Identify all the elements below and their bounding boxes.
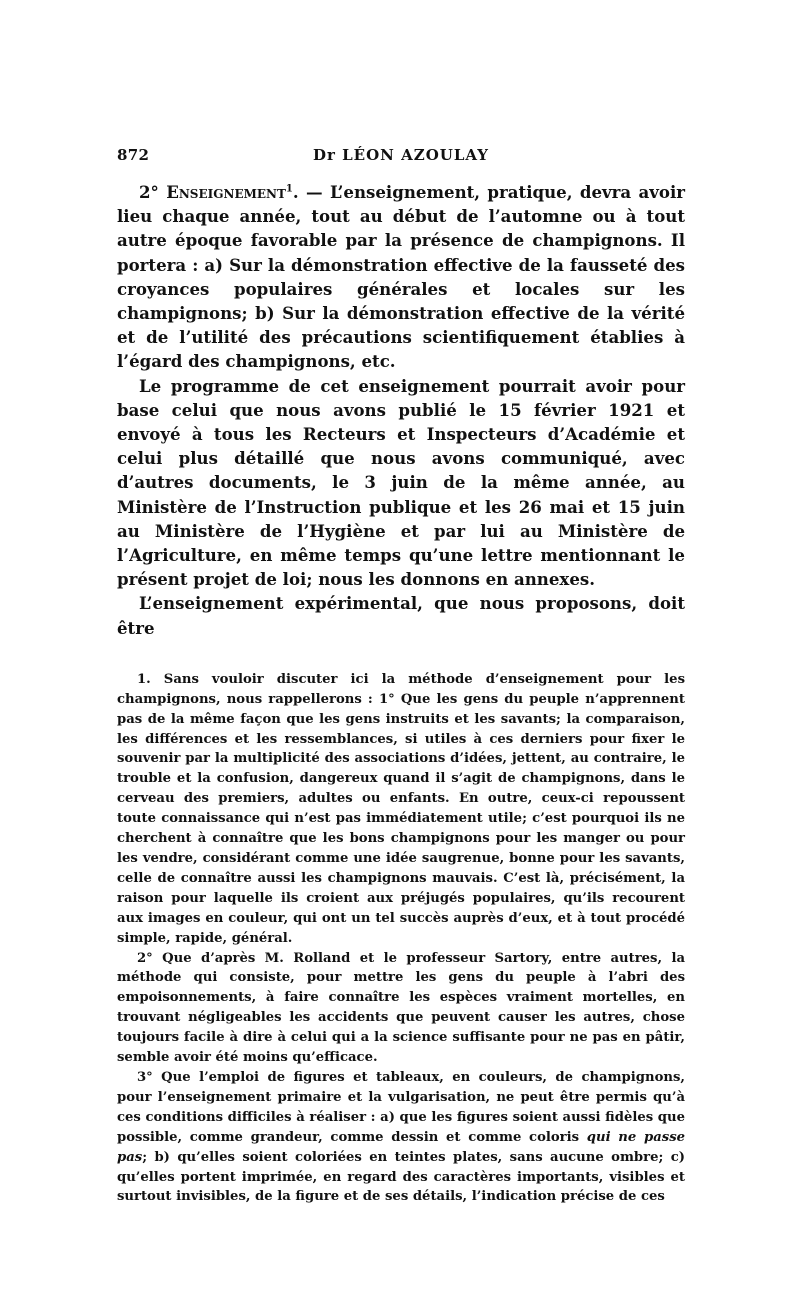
footnote-point-2: 2° Que d’après M. Rolland et le professeur Sartory, entre autres, la méthode qui consiste, pour mettre les gens du peuple à l’abri des empoisonnements, à faire connaître les espèces vraiment mortelles, en trouvant négligeables les accidents que peuvent causer les autres, chose toujours facile à dire à celui qui a la science suffisante pour ne pas en pâtir, semble avoir été moins qu’efficace. bbox=[117, 950, 685, 1066]
paragraph-text: . — L’enseignement, pratique, devra avoir lieu chaque année, tout au début de l’automne ou à tout autre époque favorable par la présence de champignons. Il portera : a) Sur la démonstration effective de la fausseté des croyances populaires générales et locales sur les champignons; b) Sur la démonstration effective de la vérité et de l’utilité des précautions scientifiquement établies à l’égard des champignons, etc. bbox=[117, 182, 685, 372]
page-header bbox=[117, 142, 685, 170]
page-number: 872 bbox=[117, 146, 150, 164]
footnote-1: 1. Sans vouloir discuter ici la méthode d’enseignement pour les champignons, nous rappellerons : 1° Que les gens du peuple n’apprennent pas de la même façon que les gens instruits et les savants; la comparaison, les différences et les ressemblances, si utiles à ces derniers pour fixer le souvenir par la multiplicité des associations d’idées, jettent, au contraire, le trouble et la confusion, dangereux quand il s’agit de champignons, dans le cerveau des premiers, adultes ou enfants. En outre, ceux-ci repoussent toute connaissance qui n’est pas immédiatement utile; c’est pourquoi ils ne cherchent à connaître que les bons champignons pour les manger ou pour les vendre, considérant comme une idée saugrenue, bonne pour les savants, celle de connaître aussi les champignons mauvais. C’est là, précisément, la raison pour laquelle ils croient aux préjugés populaires, qu’ils recourent aux images en couleur, qui ont un tel succès auprès d’eux, et à tout procédé simple, rapide, général. bbox=[117, 671, 685, 946]
paragraph-programme: Le programme de cet enseignement pourrait avoir pour base celui que nous avons publié le 15 février 1921 et envoyé à tous les Recteurs et Inspecteurs d’Académie et celui plus détaillé que nous avons communiqué, avec d’autres documents, le 3 juin de la même année, au Ministère de l’Instruction publique et les 26 mai et 15 juin au Ministère de l’Hygiène et par lui au Ministère de l’Agriculture, en même temps qu’une lettre mentionnant le présent projet de loi; nous les donnons en annexes. bbox=[117, 375, 685, 590]
running-head: Dr LÉON AZOULAY bbox=[313, 146, 489, 164]
book-page bbox=[117, 142, 685, 1207]
italic-phrase: qui ne passe pas bbox=[117, 1129, 686, 1165]
footnote-text: ; b) qu’elles soient coloriées en teintes plates, sans aucune ombre; c) qu’elles portent imprimée, en regard des caractères importants, visibles et surtout invisibles, de la figure et de ses détails, l’indication précise de ces bbox=[117, 1149, 685, 1205]
section-label: 2° Enseignement bbox=[139, 182, 286, 202]
footnote-reference: 1 bbox=[285, 183, 293, 195]
paragraph-experimental: L’enseignement expérimental, que nous proposons, doit être bbox=[117, 593, 685, 638]
footnotes bbox=[117, 670, 685, 1207]
footnote-text: 3° Que l’emploi de figures et tableaux, en couleurs, de champignons, pour l’enseignement primaire et la vulgarisation, ne peut être permis qu’à ces conditions difficiles à réaliser : a) que les figures soient aussi fidèles que possible, comme grandeur, comme dessin et comme coloris bbox=[117, 1069, 685, 1145]
footnote-point-3 bbox=[117, 1068, 685, 1207]
main-text bbox=[117, 180, 685, 640]
paragraph-enseignement bbox=[117, 180, 685, 374]
